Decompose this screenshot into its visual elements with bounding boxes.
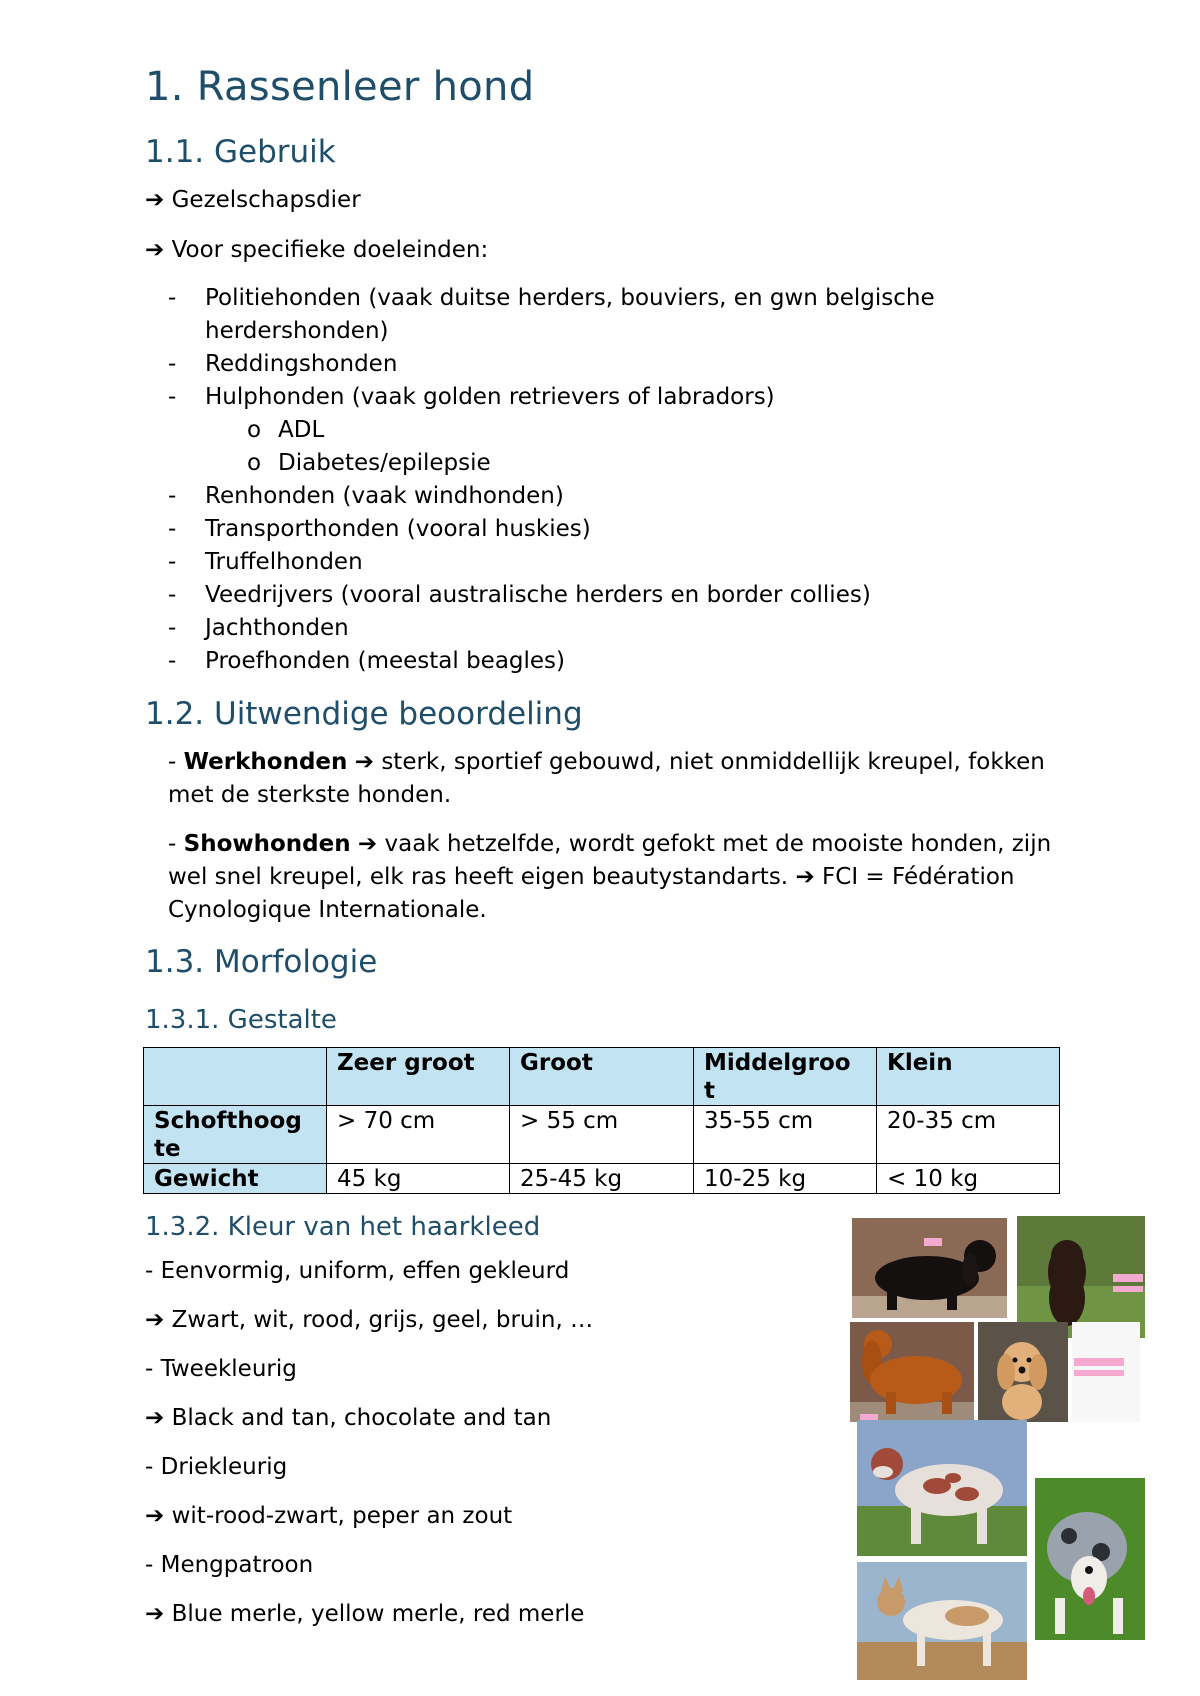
list-item: - Reddingshonden (165, 348, 1025, 381)
heading-morfologie: 1.3. Morfologie (145, 944, 378, 980)
sub-list-item: o Diabetes/epilepsie (205, 447, 1025, 480)
line-text: Voor specifieke doeleinden: (171, 237, 489, 263)
sub-list (205, 414, 1025, 480)
paragraph-text: sterk, sportief gebouwd, niet onmiddellijk kreupel, fokken met de sterkste honden. (168, 749, 1045, 808)
kleur-line: - Driekleurig (145, 1454, 288, 1480)
term-werkhonden: Werkhonden (183, 749, 348, 775)
paragraph-showhonden (168, 828, 1078, 927)
table-header-cell: Groot (510, 1048, 694, 1106)
table-row-header: Schofthoog te (144, 1106, 327, 1164)
kleur-line: - Eenvormig, uniform, effen gekleurd (145, 1258, 570, 1284)
paragraph-text-fci: FCI = Fédération Cynologique Internationale. (168, 864, 1015, 923)
table-header-cell (144, 1048, 327, 1106)
term-showhonden: Showhonden (183, 831, 351, 857)
list-item: - Renhonden (vaak windhonden) (165, 480, 1025, 513)
table-cell: 35-55 cm (694, 1106, 877, 1164)
sub-list-item: o ADL (205, 414, 1025, 447)
arrow-icon: ➔ (145, 1601, 165, 1627)
kleur-line-text: Blue merle, yellow merle, red merle (171, 1601, 585, 1627)
table-cell: 10-25 kg (694, 1164, 877, 1194)
table-row-header: Gewicht (144, 1164, 327, 1194)
table-cell: > 55 cm (510, 1106, 694, 1164)
list-item: - Veedrijvers (vooral australische herders en border collies) (165, 579, 1025, 612)
table-header-cell: Klein (877, 1048, 1060, 1106)
arrow-icon: ➔ (145, 1503, 165, 1529)
list-item: - Jachthonden (165, 612, 1025, 645)
page-title: 1. Rassenleer hond (145, 64, 535, 110)
table-cell: < 10 kg (877, 1164, 1060, 1194)
doeleinden-list (165, 282, 1025, 678)
blue-merle-photo (1035, 1478, 1145, 1640)
kleur-line-text: Black and tan, chocolate and tan (171, 1405, 552, 1431)
list-item: - Politiehonden (vaak duitse herders, bouviers, en gwn belgische herdershonden) (165, 282, 1025, 348)
arrow-icon: ➔ (145, 187, 165, 213)
kleur-line: - Tweekleurig (145, 1356, 297, 1382)
list-item: - Proefhonden (meestal beagles) (165, 645, 1025, 678)
arrow-icon: ➔ (145, 237, 165, 263)
table-row (144, 1106, 1060, 1164)
arrow-icon: ➔ (357, 831, 378, 857)
paragraph-werkhonden (168, 746, 1078, 812)
kleur-line (145, 1304, 593, 1337)
table-header-cell: Middelgroo t (694, 1048, 877, 1106)
arrow-icon: ➔ (795, 864, 815, 890)
heading-beoordeling: 1.2. Uitwendige beoordeling (145, 696, 583, 732)
table-cell: 25-45 kg (510, 1164, 694, 1194)
list-item (165, 381, 1025, 480)
table-row (144, 1164, 1060, 1194)
red-cocker-photo (850, 1322, 974, 1422)
kleur-line (145, 1598, 584, 1631)
list-item-text: Hulphonden (vaak golden retrievers of labradors) (205, 384, 775, 410)
line-text: Gezelschapsdier (171, 187, 361, 213)
list-item: - Truffelhonden (165, 546, 1025, 579)
table-header-cell: Zeer groot (327, 1048, 510, 1106)
list-item: - Transporthonden (vooral huskies) (165, 513, 1025, 546)
dash-prefix: - (168, 831, 184, 857)
black-dog-photo (852, 1218, 1007, 1318)
kleur-line: - Mengpatroon (145, 1552, 314, 1578)
table-cell: 45 kg (327, 1164, 510, 1194)
table-cell: > 70 cm (327, 1106, 510, 1164)
arrow-icon: ➔ (145, 1405, 165, 1431)
table-header-row (144, 1048, 1060, 1106)
aussie-photo (857, 1420, 1027, 1556)
kleur-line-text: Zwart, wit, rood, grijs, geel, bruin, … (171, 1307, 594, 1333)
kleur-line (145, 1402, 551, 1435)
heading-gebruik: 1.1. Gebruik (145, 134, 336, 170)
gestalte-table (143, 1047, 1060, 1194)
line-gezelschapsdier (145, 184, 361, 217)
paragraph-text: vaak hetzelfde, wordt gefokt met de mooiste honden, zijn wel snel kreupel, elk ras heeft eigen beautystandarts. (168, 831, 1052, 890)
arrow-icon: ➔ (145, 1307, 165, 1333)
arrow-icon: ➔ (354, 749, 374, 775)
kleur-line (145, 1500, 512, 1533)
kleur-line-text: wit-rood-zwart, peper an zout (171, 1503, 513, 1529)
dash-prefix: - (168, 749, 184, 775)
puppy-photo (978, 1322, 1068, 1422)
table-cell: 20-35 cm (877, 1106, 1060, 1164)
label-photo (1072, 1322, 1140, 1422)
heading-kleur: 1.3.2. Kleur van het haarkleed (145, 1212, 541, 1242)
collie-photo (857, 1562, 1027, 1680)
line-doeleinden (145, 234, 488, 267)
heading-gestalte: 1.3.1. Gestalte (145, 1005, 337, 1035)
cocker-photo (1017, 1216, 1145, 1338)
